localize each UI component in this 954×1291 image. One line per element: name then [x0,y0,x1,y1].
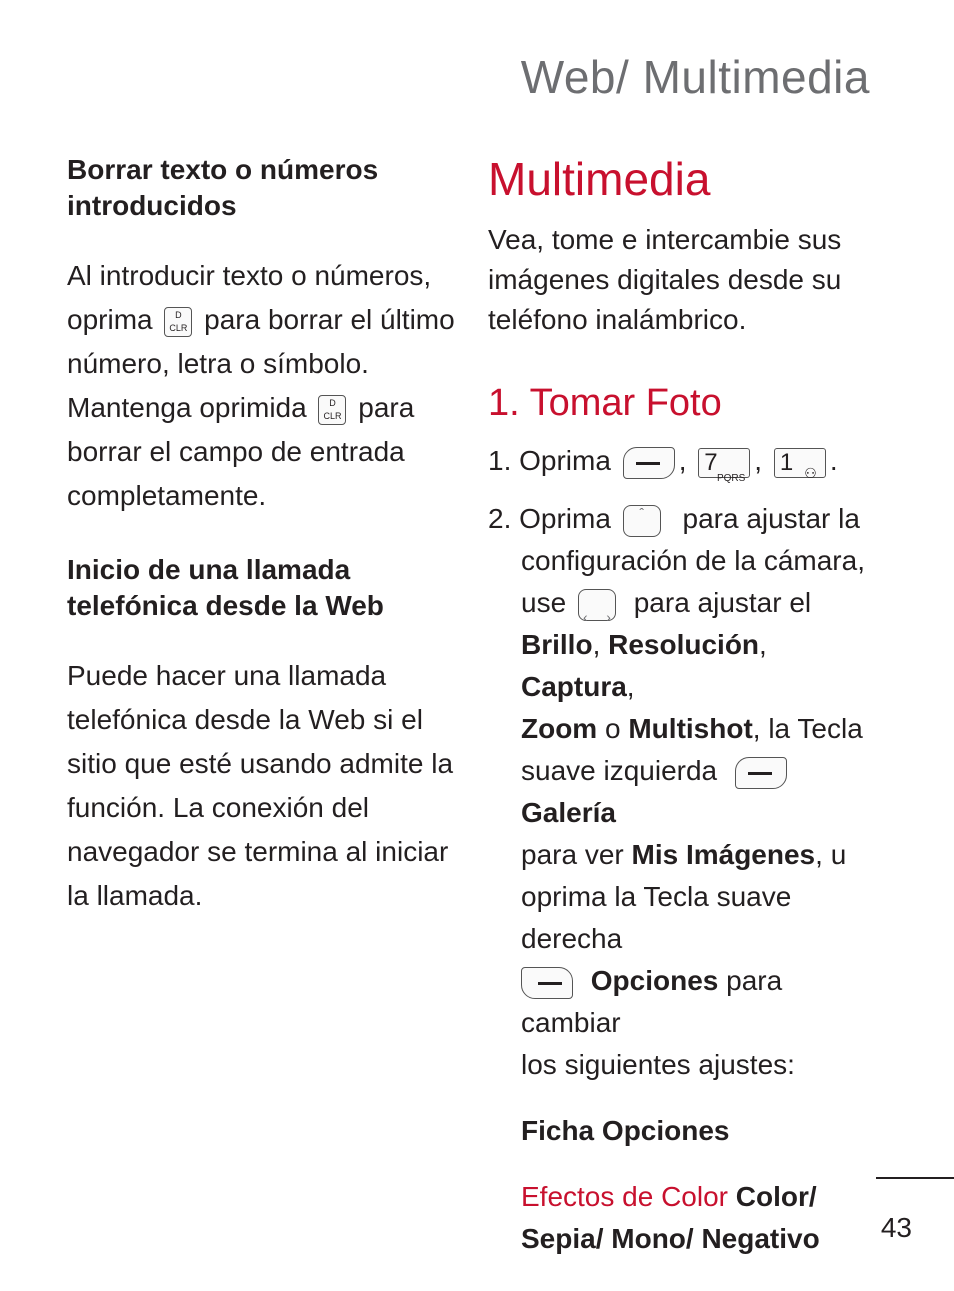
option-multishot: Multishot [628,713,753,744]
body-line: borrar el campo de entrada [67,436,405,467]
step-2 [488,498,888,1086]
body-line: Vea, tome e intercambie sus [488,224,842,255]
body-text: 1. Oprima [488,445,611,476]
clr-key-icon [164,307,192,337]
ficha-opciones: Ficha Opciones [521,1115,730,1146]
body-text: o [605,713,621,744]
efectos-values: Color/ [735,1181,817,1212]
body-text: 2. Oprima [488,503,611,534]
comma: , [678,445,687,476]
body-line: completamente. [67,480,267,511]
comma: , [754,445,763,476]
body-line [67,298,462,342]
clr-key-icon [318,395,346,425]
option-galeria: Galería [521,797,616,828]
soft-key-dash [748,772,772,775]
option-mis-imagenes: Mis Imágenes [631,839,816,870]
body-line: telefónica desde la Web si el [67,704,423,735]
body-line: Brillo, Resolución, Captura, [521,629,767,702]
intro-paragraph [488,220,888,340]
seven-key-icon [698,448,750,484]
page-header-title: Web/ Multimedia [520,51,870,103]
section-llamada-heading [67,552,462,624]
body-line [521,1176,888,1218]
option-resolucion: Resolución [608,629,760,660]
body-text: para cambiar [521,965,783,1038]
body-line: configuración de la cámara, [521,545,865,576]
footer-rule [876,1177,954,1179]
left-soft-key-icon [623,447,675,479]
body-text: para borrar el último [204,304,455,335]
body-line [521,834,888,876]
clr-key-top: D [329,397,336,408]
chevron-left-icon: ‹ [582,608,588,625]
nav-up-key-icon [623,505,661,537]
subsection-title: 1. Tomar Foto [488,382,722,424]
soft-key-dash [636,462,660,465]
key-digit: 1 [779,448,794,476]
body-line: imágenes digitales desde su [488,264,842,295]
body-line: los siguientes ajustes: [521,1049,795,1080]
section-borrar-body [67,254,462,518]
body-line: sitio que esté usando admite la [67,748,454,779]
clr-key-label: CLR [323,410,342,421]
key-digit: 7 [704,448,718,476]
body-text: para [358,392,415,423]
left-column [67,152,462,918]
left-soft-key-icon [735,757,787,789]
body-line: navegador se termina al iniciar [67,836,449,867]
body-text: para ajustar la [682,503,860,534]
clr-key-top: D [175,309,182,320]
option-opciones: Opciones [590,965,719,996]
voicemail-icon: ⚇ [804,464,817,481]
nav-left-right-key-icon [578,589,616,625]
option-captura: Captura [521,671,627,702]
body-line [521,708,888,750]
body-line: función. La conexión del [67,792,369,823]
period: . [829,445,838,476]
section-heading-line: introducidos [67,190,237,221]
option-zoom: Zoom [521,713,598,744]
section-heading-line: telefónica desde la Web [67,590,384,621]
body-line [521,960,888,1044]
efectos-de-color [488,1176,888,1260]
efectos-label: Efectos de Color [521,1181,728,1212]
right-column [488,150,888,1260]
efectos-values: Sepia/ Mono/ Negativo [521,1223,820,1254]
section-llamada-body [67,654,462,918]
body-line: número, letra o símbolo. [67,348,369,379]
body-text: Mantenga oprimida [67,392,307,423]
body-text: , u [815,839,847,870]
section-borrar-heading [67,152,462,224]
one-key-icon [774,448,826,481]
key-letters: PQRS [716,472,746,484]
section-title: Multimedia [488,153,711,205]
body-line: Puede hacer una llamada [67,660,387,691]
body-line: Al introducir texto o números, [67,260,432,291]
body-line [521,750,888,834]
clr-key-label: CLR [169,322,188,333]
chevron-right-icon: › [606,608,611,625]
body-line [488,498,888,540]
body-line [67,386,462,430]
page-number: 43 [880,1212,912,1243]
body-text: suave izquierda [521,755,718,786]
body-line: teléfono inalámbrico. [488,304,747,335]
body-text: use [521,587,567,618]
body-text: , la Tecla [752,713,863,744]
option-brillo: Brillo [521,629,593,660]
right-soft-key-icon [521,967,573,999]
body-line [521,582,888,624]
soft-key-dash [538,982,562,985]
chevron-up-icon: ˆ [639,504,645,521]
body-text: para ver [521,839,624,870]
body-text: para ajustar el [633,587,812,618]
section-heading-line: Borrar texto o números [67,154,379,185]
body-line: la llamada. [67,880,203,911]
step-1 [488,440,888,482]
body-text: oprima [67,304,153,335]
section-heading-line: Inicio de una llamada [67,554,351,585]
body-line: oprima la Tecla suave derecha [521,881,792,954]
